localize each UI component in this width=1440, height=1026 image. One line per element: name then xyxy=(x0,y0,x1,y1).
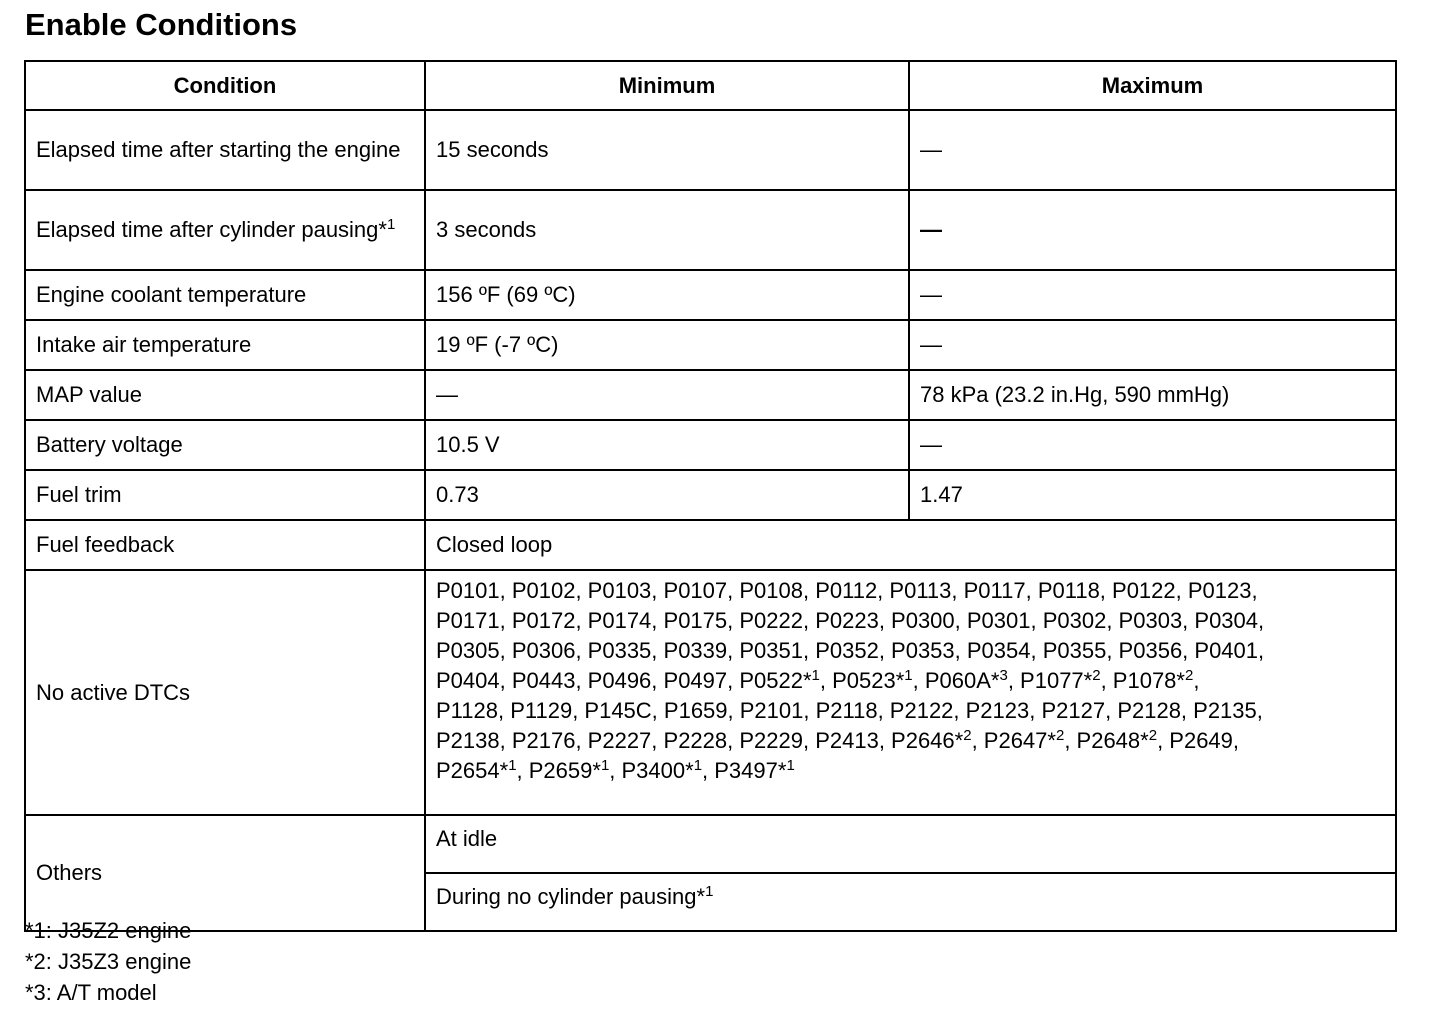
table-header-row xyxy=(25,61,1396,110)
dtc-text: , P2649, xyxy=(1157,728,1240,753)
footnote-ref: 2 xyxy=(963,727,972,744)
dtc-text: , P1077* xyxy=(1007,668,1093,693)
header-minimum: Minimum xyxy=(425,61,909,110)
dtc-text: , P0523* xyxy=(819,668,905,693)
maximum-cell: — xyxy=(909,420,1396,470)
footnote-ref: 2 xyxy=(1148,727,1158,744)
dtc-line: P0101, P0102, P0103, P0107, P0108, P0112, P0113, P0117, P0118, P0122, P0123, xyxy=(436,578,1258,603)
others-item-text: During no cylinder pausing* xyxy=(436,884,706,909)
table-row xyxy=(25,570,1396,815)
footnote: *3: A/T model xyxy=(25,980,157,1005)
maximum-cell: 1.47 xyxy=(909,470,1396,520)
footnote-ref: 1 xyxy=(508,757,517,774)
minimum-cell: — xyxy=(425,370,909,420)
enable-conditions-table xyxy=(24,60,1397,932)
condition-cell: Battery voltage xyxy=(25,420,425,470)
minimum-cell: 10.5 V xyxy=(425,420,909,470)
condition-cell: Elapsed time after starting the engine xyxy=(25,110,425,190)
condition-cell: Intake air temperature xyxy=(25,320,425,370)
condition-cell: MAP value xyxy=(25,370,425,420)
table-row xyxy=(25,470,1396,520)
condition-cell xyxy=(25,190,425,270)
dtc-line xyxy=(436,666,1385,696)
table-row xyxy=(25,270,1396,320)
condition-cell: Fuel trim xyxy=(25,470,425,520)
footnote-ref: 1 xyxy=(600,757,610,774)
footnote-ref: 2 xyxy=(1092,667,1101,684)
dtc-line: P1128, P1129, P145C, P1659, P2101, P2118, P2122, P2123, P2127, P2128, P2135, xyxy=(436,698,1263,723)
maximum-cell: — xyxy=(909,270,1396,320)
footnote-ref: 2 xyxy=(1055,727,1065,744)
others-item xyxy=(425,873,1396,931)
footnote: *1: J35Z2 engine xyxy=(25,918,192,943)
table-row xyxy=(25,520,1396,570)
dtc-text: , P2648* xyxy=(1064,728,1149,753)
minimum-cell: 156 ºF (69 ºC) xyxy=(425,270,909,320)
dash-text: — xyxy=(920,217,942,242)
others-item xyxy=(425,815,1396,873)
table-row xyxy=(25,320,1396,370)
minimum-cell: 15 seconds xyxy=(425,110,909,190)
dtc-text: , P3400* xyxy=(609,758,694,783)
header-maximum: Maximum xyxy=(909,61,1396,110)
dtc-list-cell xyxy=(425,570,1396,815)
dtc-text: , P2659* xyxy=(516,758,601,783)
maximum-cell: — xyxy=(909,320,1396,370)
footnote-ref: 1 xyxy=(904,667,913,684)
maximum-cell: 78 kPa (23.2 in.Hg, 590 mmHg) xyxy=(909,370,1396,420)
dtc-text: , P1078* xyxy=(1100,668,1185,693)
table-row xyxy=(25,110,1396,190)
footnote-ref: 1 xyxy=(786,757,795,774)
page-title: Enable Conditions xyxy=(25,7,298,42)
footnotes xyxy=(25,915,191,1008)
minimum-cell: 19 ºF (-7 ºC) xyxy=(425,320,909,370)
dtc-text: P2654* xyxy=(436,758,509,783)
footnote-ref: 1 xyxy=(386,216,396,233)
condition-cell: Others xyxy=(25,815,425,931)
condition-cell: No active DTCs xyxy=(25,570,425,815)
dtc-text: , P3497* xyxy=(702,758,787,783)
minimum-cell: 0.73 xyxy=(425,470,909,520)
footnote-ref: 1 xyxy=(705,883,714,900)
table-row xyxy=(25,815,1396,873)
dtc-line: P0305, P0306, P0335, P0339, P0351, P0352, P0353, P0354, P0355, P0356, P0401, xyxy=(436,638,1265,663)
value-cell: Closed loop xyxy=(425,520,1396,570)
dtc-line xyxy=(436,756,1385,786)
header-condition: Condition xyxy=(25,61,425,110)
minimum-cell: 3 seconds xyxy=(425,190,909,270)
dtc-text: , xyxy=(1193,668,1200,693)
dtc-text: , P2647* xyxy=(971,728,1056,753)
footnote-ref: 1 xyxy=(693,757,703,774)
condition-cell: Engine coolant temperature xyxy=(25,270,425,320)
dtc-line: P0171, P0172, P0174, P0175, P0222, P0223, P0300, P0301, P0302, P0303, P0304, xyxy=(436,608,1265,633)
dtc-text: , P060A* xyxy=(912,668,1000,693)
condition-cell: Fuel feedback xyxy=(25,520,425,570)
footnote-ref: 1 xyxy=(811,667,820,684)
maximum-cell: — xyxy=(909,110,1396,190)
dtc-line xyxy=(436,726,1385,756)
footnote-ref: 2 xyxy=(1184,667,1194,684)
maximum-cell xyxy=(909,190,1396,270)
footnote: *2: J35Z3 engine xyxy=(25,949,192,974)
table-row xyxy=(25,370,1396,420)
table-row xyxy=(25,190,1396,270)
condition-text: Elapsed time after cylinder pausing* xyxy=(36,217,387,242)
others-item-text: At idle xyxy=(436,826,498,851)
table-row xyxy=(25,420,1396,470)
dtc-text: P0404, P0443, P0496, P0497, P0522* xyxy=(436,668,812,693)
dtc-text: P2138, P2176, P2227, P2228, P2229, P2413, P2646* xyxy=(436,728,964,753)
footnote-ref: 3 xyxy=(999,667,1008,684)
